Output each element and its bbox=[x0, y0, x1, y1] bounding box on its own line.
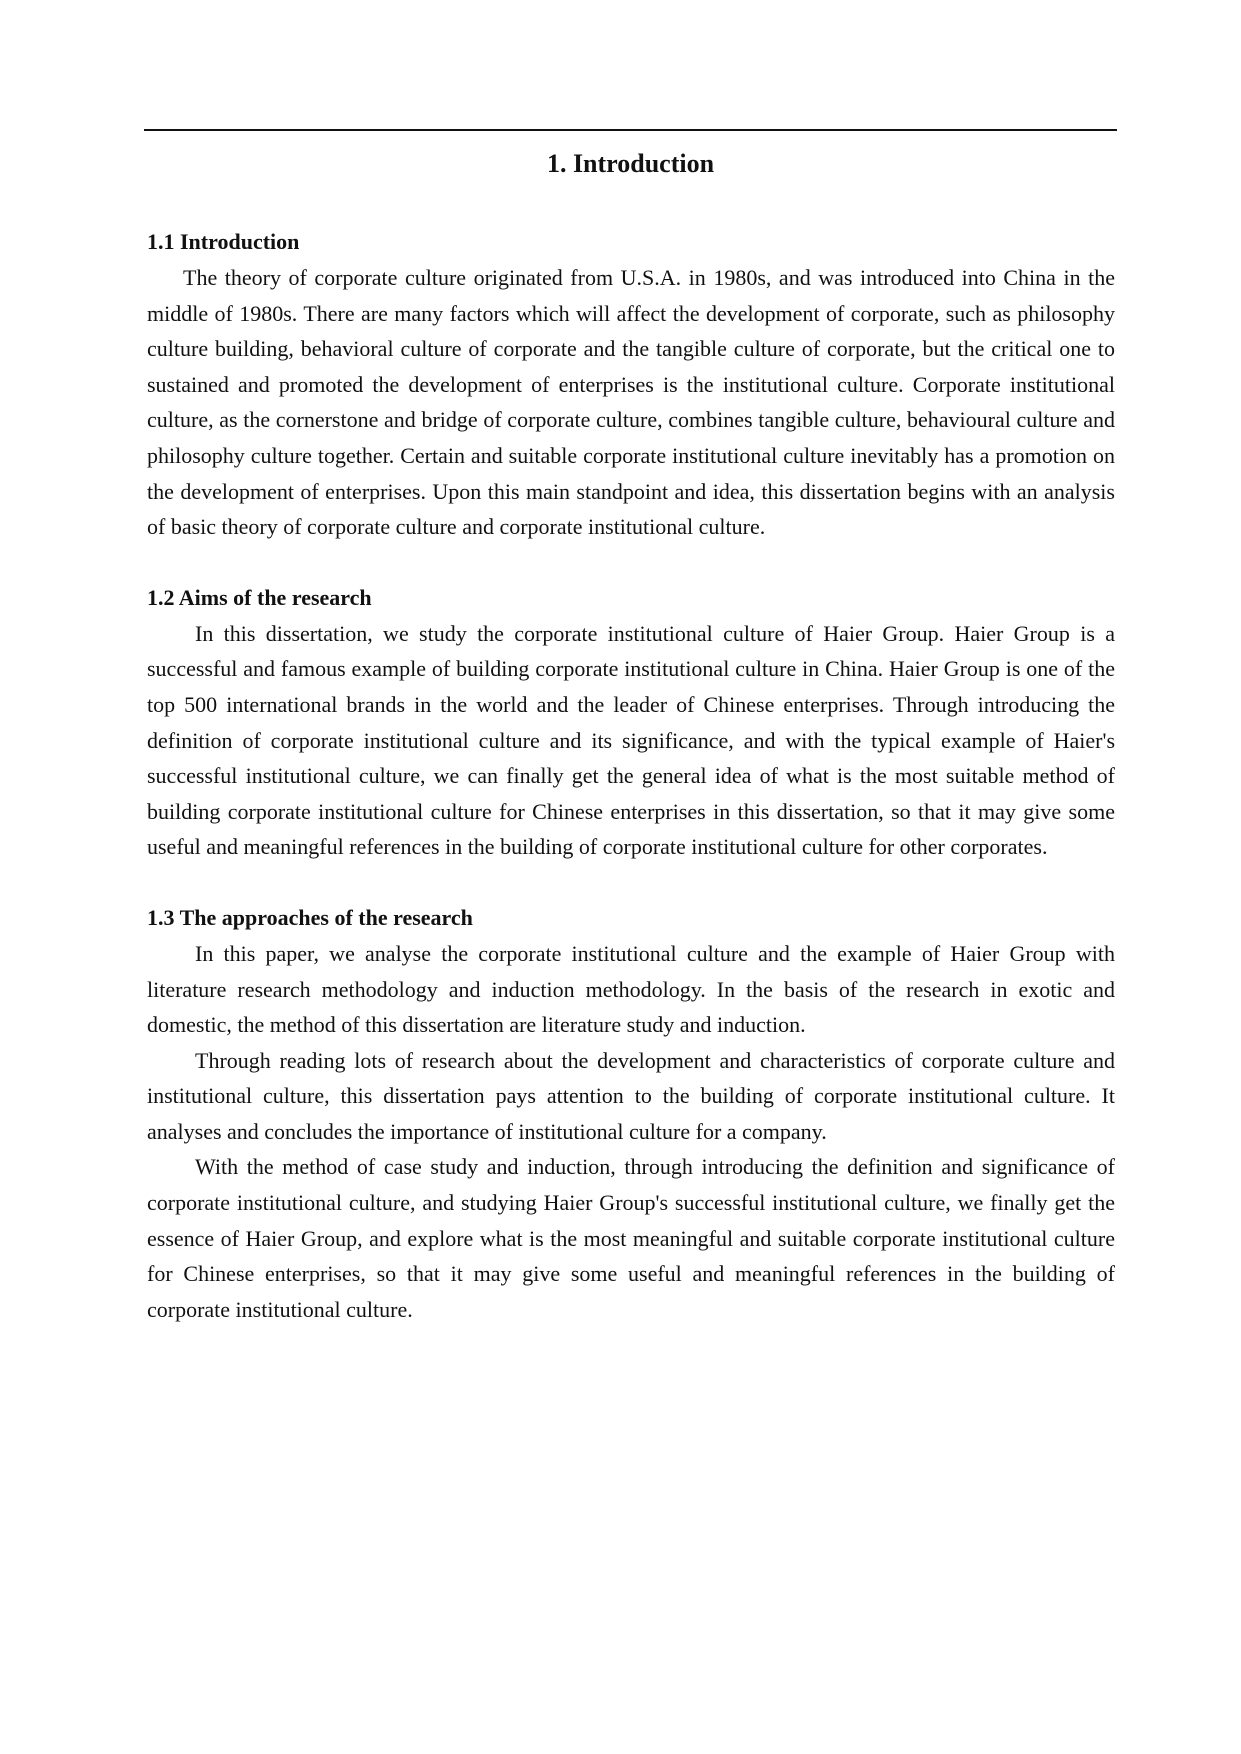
section-heading: 1.2 Aims of the research bbox=[147, 584, 372, 610]
section-heading: 1.3 The approaches of the research bbox=[147, 904, 473, 930]
chapter-title: 1. Introduction bbox=[546, 149, 715, 178]
section-heading: 1.1 Introduction bbox=[147, 229, 300, 254]
section-approaches bbox=[147, 900, 1115, 1328]
section-aims bbox=[147, 580, 1115, 865]
section-introduction bbox=[147, 224, 1115, 545]
paragraph: In this dissertation, we study the corporate institutional culture of Haier Group. Haier Group is a successful and famous example of building corporate institutional culture in China. Haier Group is one of the top 500 international brands in the world and the leader of Chinese enterprises. Through introducing the definition of corporate institutional culture and its significance, and with the typical example of Haier's successful institutional culture, we can finally get the general idea of what is the most suitable method of building corporate institutional culture for Chinese enterprises in this dissertation, so that it may give some useful and meaningful references in the building of corporate institutional culture for other corporates. bbox=[147, 620, 1115, 860]
paragraph: Through reading lots of research about the development and characteristics of corporate culture and institutional culture, this dissertation pays attention to the building of corporate institutional culture. It analyses and concludes the importance of institutional culture for a company. bbox=[147, 1047, 1115, 1144]
paragraph: With the method of case study and induction, through introducing the definition and significance of corporate institutional culture, and studying Haier Group's successful institutional culture, we finally get the essence of Haier Group, and explore what is the most meaningful and suitable corporate institutional culture for Chinese enterprises, so that it may give some useful and meaningful references in the building of corporate institutional culture. bbox=[147, 1154, 1115, 1322]
paragraph: In this paper, we analyse the corporate institutional culture and the example of Haier Group with literature research methodology and induction methodology. In the basis of the research in exotic and domestic, the method of this dissertation are literature study and induction. bbox=[147, 940, 1115, 1038]
header-rule bbox=[144, 129, 1117, 131]
chapter-content bbox=[147, 224, 1115, 1327]
paragraph: The theory of corporate culture originated from U.S.A. in 1980s, and was introduced into China in the middle of 1980s. There are many factors which will affect the development of corporate, such as philosophy culture building, behavioral culture of corporate and the tangible culture of corporate, but the critical one to sustained and promoted the development of enterprises is the institutional culture. Corporate institutional culture, as the cornerstone and bridge of corporate culture, combines tangible culture, behavioural culture and philosophy culture together. Certain and suitable corporate institutional culture inevitably has a promotion on the development of enterprises. Upon this main standpoint and idea, this dissertation begins with an analysis of basic theory of corporate culture and corporate institutional culture. bbox=[147, 265, 1115, 540]
